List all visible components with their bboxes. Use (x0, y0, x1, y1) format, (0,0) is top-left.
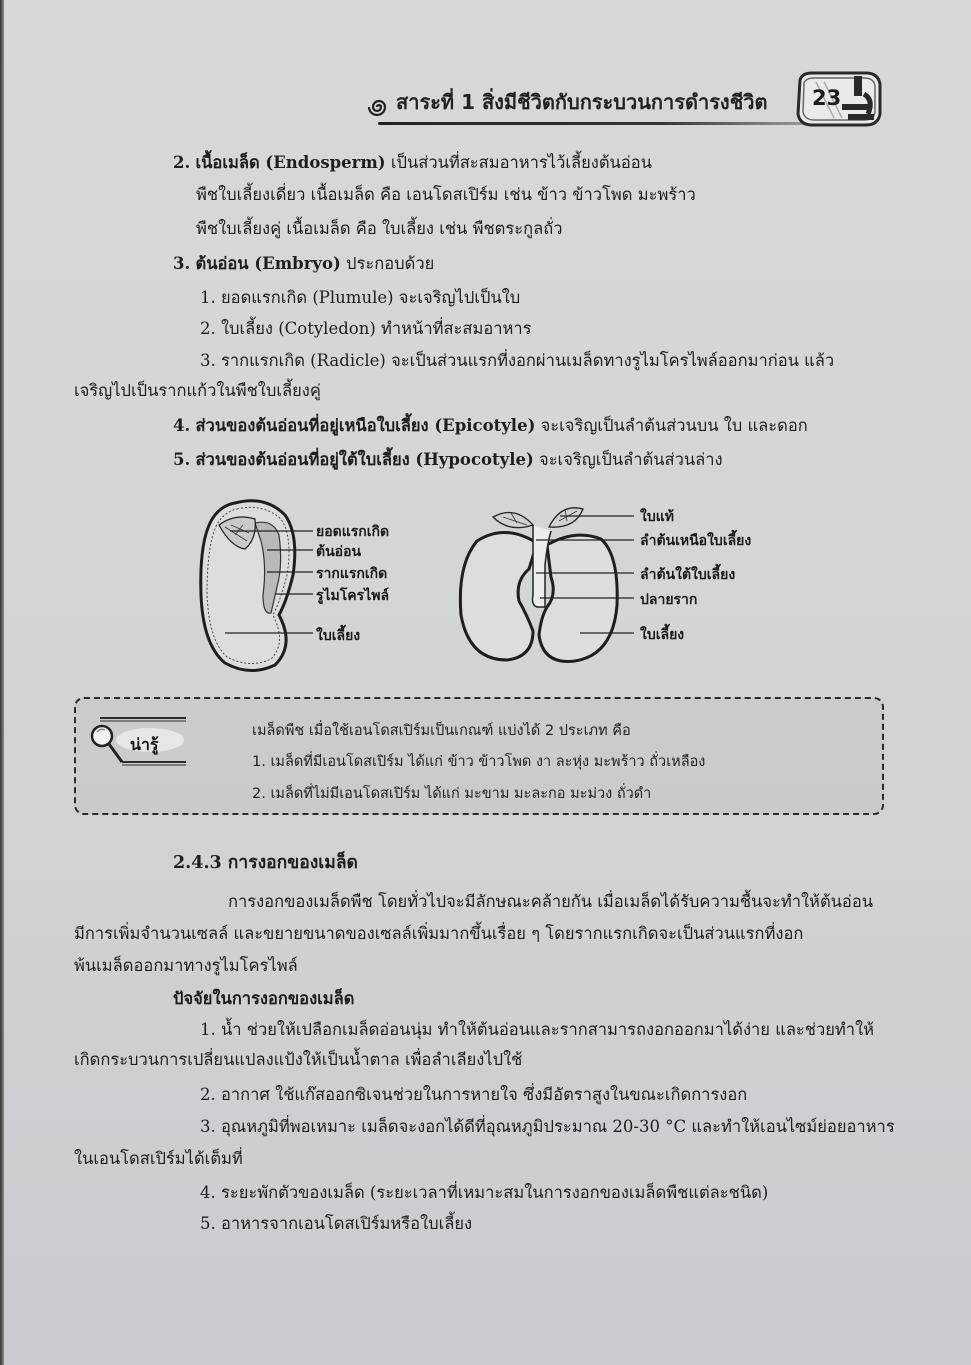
term-epicotyle: ส่วนของต้นอ่อนที่อยู่เหนือใบเลี้ยง (Epicotyle) (195, 416, 536, 435)
paragraph-line-1: การงอกของเมล็ดพืช โดยทั่วไปจะมีลักษณะคล้ายกัน เมื่อเมล็ดได้รับความชื้นจะทำให้ต้นอ่อน (228, 892, 874, 911)
term-endosperm: เนื้อเมล็ด (Endosperm) (195, 153, 386, 172)
item-5-hypocotyle: 5. ส่วนของต้นอ่อนที่อยู่ใต้ใบเลี้ยง (Hypocotyle) จะเจริญเป็นลำต้นส่วนล่าง (173, 450, 723, 469)
header-rule (378, 122, 848, 125)
term-hypocotyle: ส่วนของต้นอ่อนที่อยู่ใต้ใบเลี้ยง (Hypocotyle) (195, 450, 534, 469)
embryo-sub-3-cont: เจริญไปเป็นรากแก้วในพืชใบเลี้ยงคู่ (74, 381, 321, 400)
factor-1-line-1: 1. น้ำ ช่วยให้เปลือกเมล็ดอ่อนนุ่ม ทำให้ต้นอ่อนและรากสามารถงอกออกมาได้ง่าย และช่วยทำให้ (200, 1020, 875, 1039)
label-hypocotyl: ลำต้นใต้ใบเลี้ยง (640, 567, 736, 583)
term-embryo: ต้นอ่อน (Embryo) (195, 254, 341, 273)
embryo-sub-3: 3. รากแรกเกิด (Radicle) จะเป็นส่วนแรกที่งอกผ่านเมล็ดทางรูไมโครไพล์ออกมาก่อน แล้ว (200, 351, 835, 370)
item-4-epicotyle: 4. ส่วนของต้นอ่อนที่อยู่เหนือใบเลี้ยง (Epicotyle) จะเจริญเป็นลำต้นส่วนบน ใบ และดอก (173, 416, 808, 435)
label-embryo: ต้นอ่อน (316, 544, 362, 560)
swirl-icon (368, 96, 390, 118)
did-you-know-label: น่ารู้ (130, 735, 159, 754)
paragraph-line-3: พ้นเมล็ดออกมาทางรูไมโครไพล์ (74, 956, 298, 975)
label-micropyle: รูไมโครไพล์ (316, 588, 390, 604)
paragraph-line-2: มีการเพิ่มจำนวนเซลล์ และขยายขนาดของเซลล์เพิ่มมากขึ้นเรื่อย ๆ โดยรากแรกเกิดจะเป็นส่วนแรกที่งอก (74, 924, 804, 943)
factor-4: 4. ระยะพักตัวของเมล็ด (ระยะเวลาที่เหมาะสมในการงอกของเมล็ดพืชแต่ละชนิด) (200, 1183, 769, 1202)
callout-intro: เมล็ดพืช เมื่อใช้เอนโดสเปิร์มเป็นเกณฑ์ แบ่งได้ 2 ประเภท คือ (252, 723, 631, 739)
label-cotyledon-right: ใบเลี้ยง (640, 627, 685, 643)
label-radicle: รากแรกเกิด (316, 566, 388, 582)
item-2-endosperm: 2. เนื้อเมล็ด (Endosperm) เป็นส่วนที่สะสมอาหารไว้เลี้ยงต้นอ่อน (173, 153, 652, 172)
label-epicotyl: ลำต้นเหนือใบเลี้ยง (640, 533, 752, 549)
callout-item-2: 2. เมล็ดที่ไม่มีเอนโดสเปิร์ม ได้แก่ มะขาม มะละกอ มะม่วง ถั่วดำ (252, 786, 652, 802)
right-diagram-leader-lines (530, 505, 640, 645)
item-3-embryo: 3. ต้นอ่อน (Embryo) ประกอบด้วย (173, 254, 435, 273)
callout-item-1: 1. เมล็ดที่มีเอนโดสเปิร์ม ได้แก่ ข้าว ข้าวโพด งา ละหุ่ง มะพร้าว ถั่วเหลือง (252, 754, 706, 770)
page-binding-edge (0, 0, 4, 1365)
factor-3-line-1: 3. อุณหภูมิที่พอเหมาะ เมล็ดจะงอกได้ดีที่อุณหภูมิประมาณ 20-30 °C และทำให้เอนไซม์ย่อยอาหาร (200, 1117, 895, 1136)
factor-2: 2. อากาศ ใช้แก๊สออกซิเจนช่วยในการหายใจ ซึ่งมีอัตราสูงในขณะเกิดการงอก (200, 1085, 748, 1104)
item-2-monocot: พืชใบเลี้ยงเดี่ยว เนื้อเมล็ด คือ เอนโดสเปิร์ม เช่น ข้าว ข้าวโพด มะพร้าว (196, 185, 696, 204)
label-root-tip: ปลายราก (640, 592, 698, 608)
page-number: 23 (812, 86, 842, 110)
factor-5: 5. อาหารจากเอนโดสเปิร์มหรือใบเลี้ยง (200, 1214, 473, 1233)
label-true-leaf: ใบแท้ (640, 509, 674, 525)
factor-3-line-2: ในเอนโดสเปิร์มได้เต็มที่ (74, 1149, 243, 1168)
factors-heading: ปัจจัยในการงอกของเมล็ด (173, 989, 355, 1008)
embryo-sub-2: 2. ใบเลี้ยง (Cotyledon) ทำหน้าที่สะสมอาหาร (200, 319, 532, 338)
item-2-dicot: พืชใบเลี้ยงคู่ เนื้อเมล็ด คือ ใบเลี้ยง เช่น พืชตระกูลถั่ว (196, 219, 563, 238)
embryo-sub-1: 1. ยอดแรกเกิด (Plumule) จะเจริญไปเป็นใบ (200, 288, 521, 307)
label-plumule: ยอดแรกเกิด (316, 524, 390, 540)
section-heading: 2.4.3 การงอกของเมล็ด (173, 853, 358, 873)
factor-1-line-2: เกิดกระบวนการเปลี่ยนแปลงแป้งให้เป็นน้ำตาล เพื่อลำเลียงไปใช้ (74, 1050, 523, 1069)
label-cotyledon-left: ใบเลี้ยง (316, 628, 361, 644)
chapter-title: สาระที่ 1 สิ่งมีชีวิตกับกระบวนการดำรงชีวิต (396, 90, 768, 114)
